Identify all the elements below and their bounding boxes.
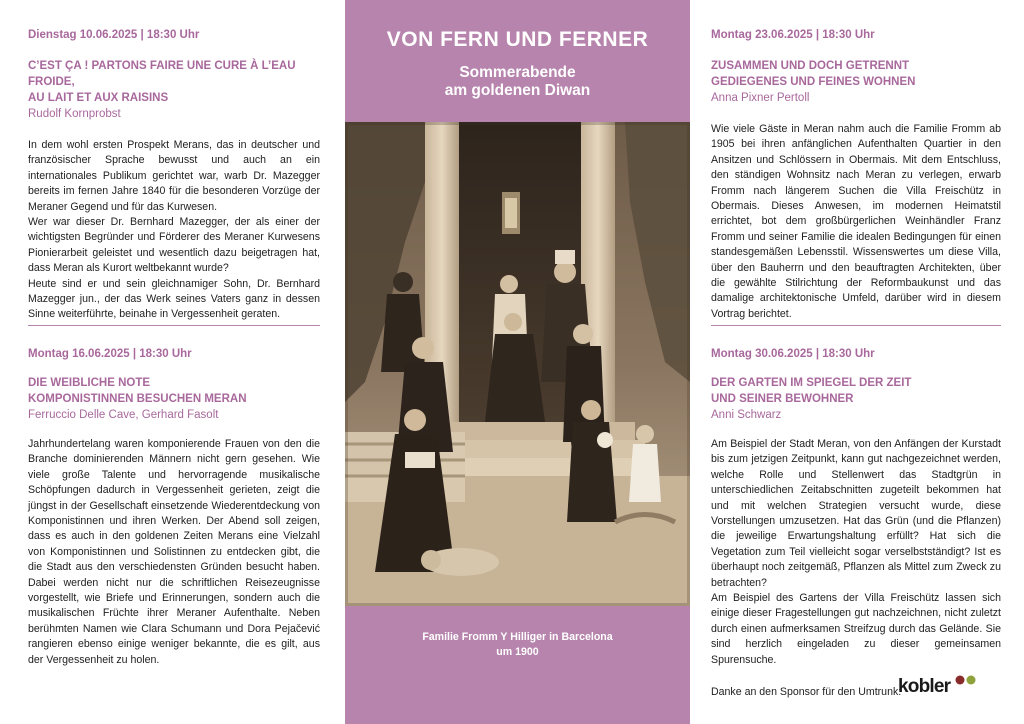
event-title-line-1: DIE WEIBLICHE NOTE — [28, 377, 151, 389]
event-description — [711, 122, 1001, 322]
divider — [28, 325, 320, 326]
event-title-line-1: DER GARTEN IM SPIEGEL DER ZEIT — [711, 377, 912, 389]
caption-line-2: um 1900 — [496, 646, 539, 658]
series-title: VON FERN UND FERNER — [386, 28, 649, 51]
event-date: Montag 30.06.2025 | 18:30 Uhr — [711, 348, 875, 360]
center-panel — [345, 0, 690, 724]
event-4 — [711, 347, 1001, 668]
event-title-line-2: AU LAIT ET AUX RAISINS — [28, 92, 169, 104]
series-subtitle — [345, 64, 690, 100]
paragraph: Wer war dieser Dr. Bernhard Mazegger, der als einer der wichtigsten Begründer und Förderer des Meraner Kurwesens Pionierarbeit geleistet und wesentlich dazu beigetragen hat, dass Meran als Kurort weltbekannt wurde? — [28, 216, 320, 275]
event-description — [28, 138, 320, 323]
photo-caption — [345, 630, 690, 660]
sponsor-logo: kobler — [898, 676, 951, 697]
event-2 — [28, 347, 320, 668]
event-title-line-2: UND SEINER BEWOHNER — [711, 393, 854, 405]
event-3 — [711, 28, 1001, 322]
event-date: Montag 23.06.2025 | 18:30 Uhr — [711, 29, 875, 41]
event-date: Dienstag 10.06.2025 | 18:30 Uhr — [28, 29, 200, 41]
subtitle-line-2: am goldenen Diwan — [444, 82, 591, 99]
event-author: Anni Schwarz — [711, 409, 782, 421]
divider — [711, 325, 1001, 326]
caption-line-1: Familie Fromm Y Hilliger in Barcelona — [422, 631, 613, 643]
event-1 — [28, 28, 320, 323]
logo-dots-icon — [954, 674, 984, 686]
event-author: Anna Pixner Pertoll — [711, 92, 810, 104]
event-author: Rudolf Kornprobst — [28, 108, 121, 120]
family-photo — [345, 122, 690, 606]
event-description — [28, 437, 320, 668]
paragraph: In dem wohl ersten Prospekt Merans, das in deutscher und französischer Sprache bewusst und auch an ein internationales Publikum gerichtet war, warb Dr. Mazegger bereits im fernen Jahre 1840 für die besonderen Vorzüge der Meraner Gegend und für das Kurwesen. — [28, 139, 320, 213]
paragraph: Am Beispiel der Stadt Meran, von den Anfängen der Kurstadt bis zum jetzigen Zeitpunkt, kann gut nachgezeichnet werden, welche Rolle und Stellenwert das Stadtgrün in unterschiedlichen Zeitabschnitten zugeteilt bekommen hat und mit welchen Strategien versucht wurde, diese Vorstellungen umzusetzen. Hat das Grün (und die Pflanzen) die jeweilige Erwartungshaltung erfüllt? Hat sich die Vegetation zum Teil vielleicht sogar verselbstständigt? Ist es überhaupt noch zeitgemäß, Pflanzen als Mittel zum Zweck zu betrachten? — [711, 438, 1001, 589]
sponsor-text: Danke an den Sponsor für den Umtrunk: — [711, 686, 902, 698]
paragraph: Heute sind er und sein gleichnamiger Sohn, Dr. Bernhard Mazegger jun., der das Werk seines Vaters ganz in dessen Sinne weiterführte, beinahe in Vergessenheit geraten. — [28, 277, 320, 321]
event-title-line-1: C’EST ÇA ! PARTONS FAIRE UNE CURE À L’EAU FROIDE, — [28, 60, 296, 88]
paragraph: Jahrhundertelang waren komponierende Frauen von den die Branche dominierenden Männern nicht gern gesehen. Wie viele große Talente und hervorragende musikalische Schöpfungen dadurch in Vergessenheit gerieten, zeigt die jüngst in der Gesellschaft einsetzende Wiederentdeckung von Komponistinnen und ihren Werken. Der Abend soll zeigen, dass es auch in den goldenen Zeiten Merans eine Vielzahl von Komponistinnen und Solistinnen zu entdecken gibt, die die Stadt aus den verschiedensten Gründen besucht haben. Dabei werden nicht nur die schriftlichen Reisezeugnisse vorgestellt, wie Briefe und Erinnerungen, sondern auch die musikalischen Früchte ihrer Meraner Aufenthalte. Neben berühmten Namen wie Clara Schumann und Dora Pejačević rangieren ebenso einige weniger bekannte, die es gilt, aus der Vergessenheit zu holen. — [28, 438, 320, 666]
event-title-line-2: KOMPONISTINNEN BESUCHEN MERAN — [28, 393, 247, 405]
event-title-line-1: ZUSAMMEN UND DOCH GETRENNT — [711, 60, 910, 72]
paragraph: Am Beispiel des Gartens der Villa Freischütz lassen sich einige dieser Fragestellungen gut nachzeichnen, nicht zuletzt durch einen aufmerksamen Streifzug durch das Gelände. Sie sind herzlich eingeladen zu dieser gemeinsamen Spurensuche. — [711, 592, 1001, 666]
subtitle-line-1: Sommerabende — [459, 64, 576, 81]
event-author: Ferruccio Delle Cave, Gerhard Fasolt — [28, 409, 219, 421]
paragraph: Wie viele Gäste in Meran nahm auch die Familie Fromm ab 1905 bei ihren anfänglichen Aufenthalten Quartier in den Ansitzen und Schlössern in Obermais. Mit dem Entschluss, den ständigen Wohnsitz nach Meran zu verlegen, erwarb Fromm nach längerem Suchen die Villa Freischütz in Obermais. Dieses Anwesen, im modernen Heimatstil errichtet, bot dem großbürgerlichen Weinhändler Franz Fromm und seiner Familie die idealen Bedingungen für einen standesgemäßen Lebensstil. Wissenswertes um diese Villa, über den Bauherrn und den beauftragten Architekten, über die gewählte Stilrichtung der Reformbaukunst und das damalige architektonische Umfeld, darüber wird in diesem Vortrag berichtet. — [711, 123, 1001, 320]
event-date: Montag 16.06.2025 | 18:30 Uhr — [28, 348, 192, 360]
event-title-line-2: GEDIEGENES UND FEINES WOHNEN — [711, 76, 916, 88]
event-description — [711, 437, 1001, 668]
